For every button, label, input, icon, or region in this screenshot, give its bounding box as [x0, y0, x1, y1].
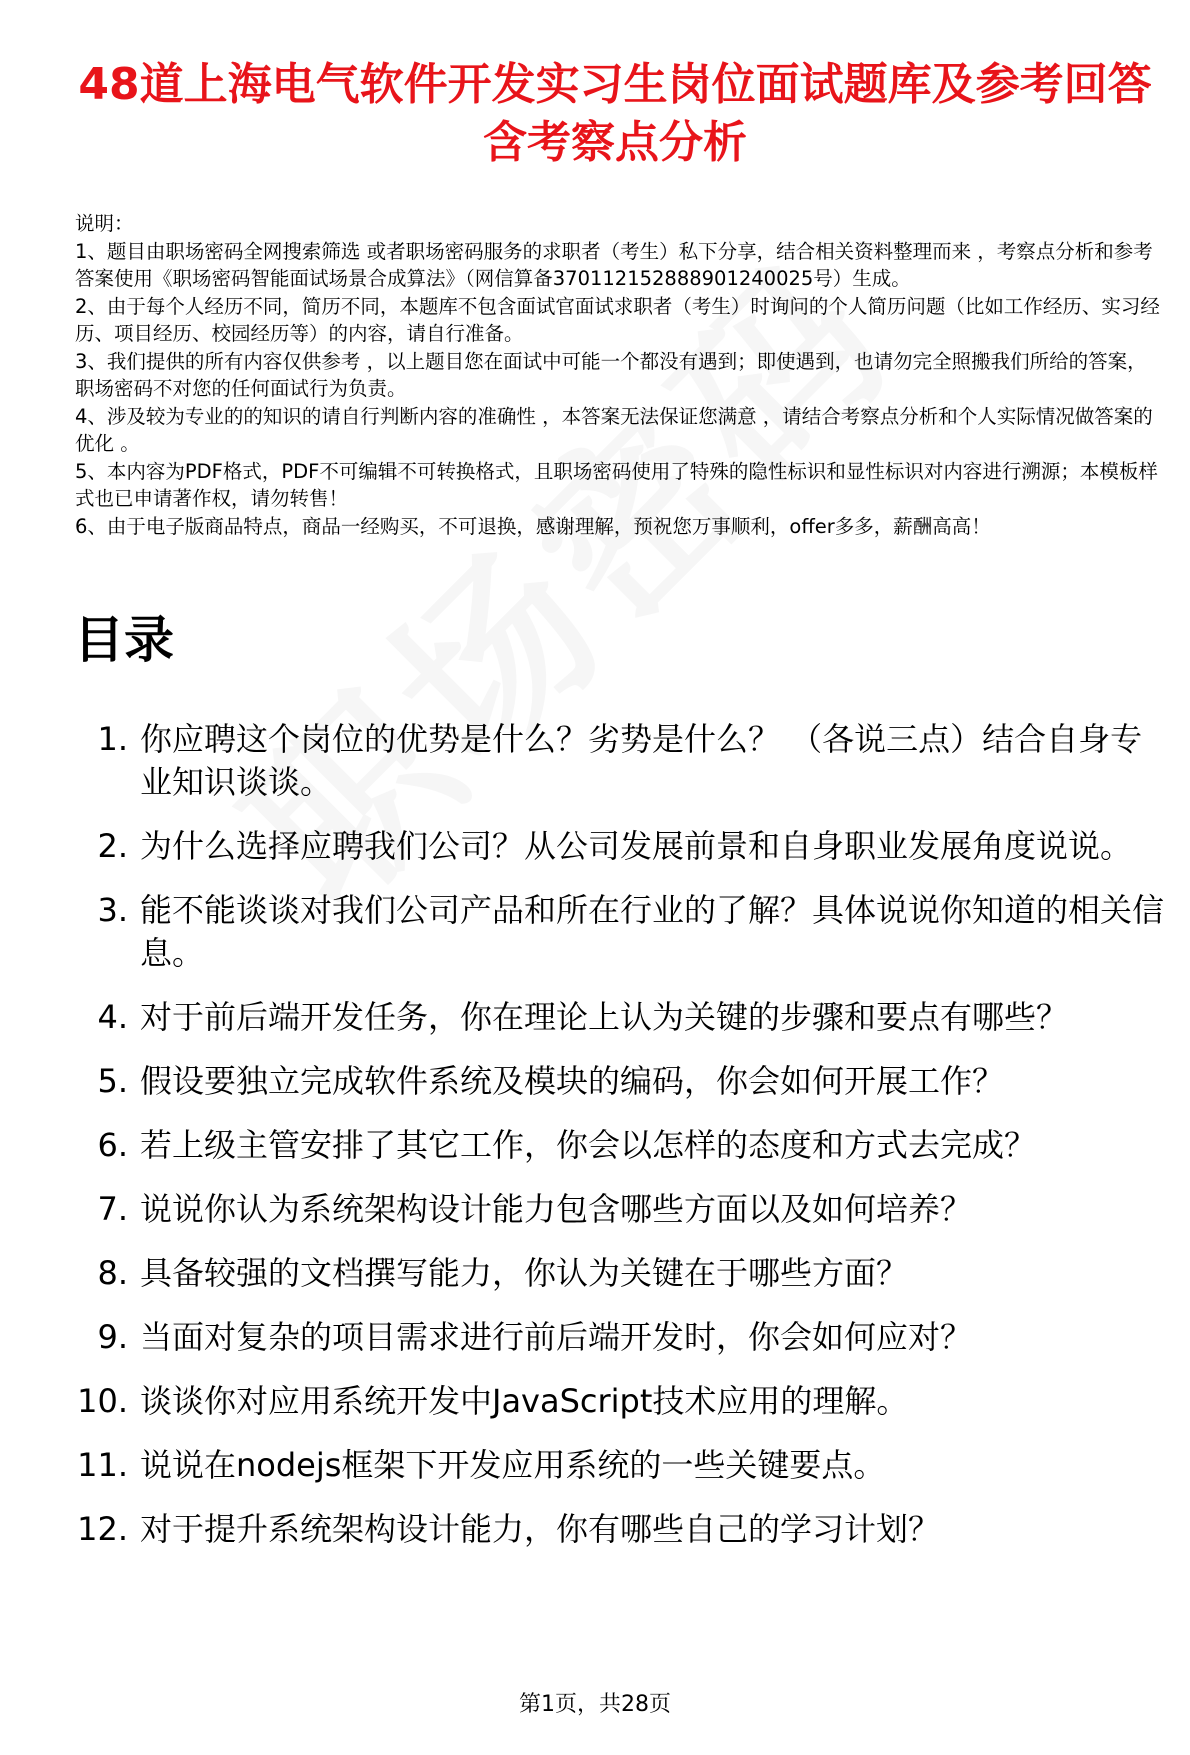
- note-item: 1、题目由职场密码全网搜索筛选 或者职场密码服务的求职者（考生）私下分享，结合相关资料整理而来 ，考察点分析和参考答案使用《职场密码智能面试场景合成算法》（网信算备370112152888901240025号）生成。: [75, 239, 1153, 290]
- note-item: 3、我们提供的所有内容仅供参考 ，以上题目您在面试中可能一个都没有遇到；即使遇到，也请勿完全照搬我们所给的答案，职场密码不对您的任何面试行为负责。: [75, 349, 1147, 400]
- document-title: 48道上海电气软件开发实习生岗位面试题库及参考回答含考察点分析: [78, 59, 1152, 168]
- note-item: 6、由于电子版商品特点，商品一经购买，不可退换，感谢理解，预祝您万事顺利，offer多多，薪酬高高！: [75, 514, 991, 538]
- toc-item-number: 3.: [97, 891, 128, 929]
- toc-item-number: 8.: [97, 1254, 128, 1292]
- toc-item: [60, 889, 1170, 975]
- toc-item-number: 9.: [97, 1318, 128, 1356]
- toc-item-number: 2.: [97, 827, 128, 865]
- toc-item: [60, 718, 1170, 804]
- page-footer: 第1页，共28页: [519, 1692, 671, 1717]
- toc-item: [60, 1124, 1170, 1167]
- toc-heading: 目录: [74, 611, 174, 669]
- toc-item-number: 6.: [97, 1126, 128, 1164]
- toc-item-text: 说说在nodejs框架下开发应用系统的一些关键要点。: [140, 1446, 886, 1484]
- notes-section: [75, 210, 1165, 540]
- toc-item-text: 若上级主管安排了其它工作，你会以怎样的态度和方式去完成？: [140, 1126, 1037, 1164]
- toc-item: [60, 1252, 1170, 1295]
- toc-item-text: 说说你认为系统架构设计能力包含哪些方面以及如何培养？: [140, 1190, 973, 1228]
- toc-item: [60, 1380, 1170, 1423]
- toc-item: [60, 996, 1170, 1039]
- toc-item: [60, 1060, 1170, 1103]
- note-item: 4、涉及较为专业的的知识的请自行判断内容的准确性 ，本答案无法保证您满意 ，请结合考察点分析和个人实际情况做答案的优化 。: [75, 404, 1153, 455]
- toc-list: [60, 718, 1170, 1572]
- toc-item-text: 能不能谈谈对我们公司产品和所在行业的了解？具体说说你知道的相关信息。: [140, 891, 1165, 972]
- toc-item-text: 假设要独立完成软件系统及模块的编码，你会如何开展工作？: [140, 1062, 1005, 1100]
- toc-item-number: 5.: [97, 1062, 128, 1100]
- toc-item-text: 谈谈你对应用系统开发中JavaScript技术应用的理解。: [140, 1382, 909, 1420]
- toc-item: [60, 1316, 1170, 1359]
- toc-item: [60, 1508, 1170, 1551]
- toc-item-text: 对于提升系统架构设计能力，你有哪些自己的学习计划？: [140, 1510, 941, 1548]
- toc-item: [60, 1188, 1170, 1231]
- toc-item-text: 为什么选择应聘我们公司？从公司发展前景和自身职业发展角度说说。: [140, 827, 1133, 865]
- toc-item-text: 具备较强的文档撰写能力，你认为关键在于哪些方面？: [140, 1254, 909, 1292]
- toc-item-number: 11.: [77, 1446, 128, 1484]
- toc-item-number: 7.: [97, 1190, 128, 1228]
- note-item: 2、由于每个人经历不同，简历不同，本题库不包含面试官面试求职者（考生）时询问的个人简历问题（比如工作经历、实习经历、项目经历、校园经历等）的内容，请自行准备。: [75, 294, 1160, 345]
- toc-item-number: 12.: [77, 1510, 128, 1548]
- notes-label: 说明：: [75, 212, 134, 235]
- toc-item-number: 1.: [97, 720, 128, 758]
- toc-item-number: 10.: [77, 1382, 128, 1420]
- toc-item-number: 4.: [97, 998, 128, 1036]
- toc-item: [60, 1444, 1170, 1487]
- toc-item-text: 你应聘这个岗位的优势是什么？劣势是什么？ （各说三点）结合自身专业知识谈谈。: [140, 720, 1143, 801]
- note-item: 5、本内容为PDF格式，PDF不可编辑不可转换格式，且职场密码使用了特殊的隐性标识和显性标识对内容进行溯源；本模板样式也已申请著作权，请勿转售！: [75, 459, 1158, 510]
- toc-item-text: 对于前后端开发任务，你在理论上认为关键的步骤和要点有哪些？: [140, 998, 1069, 1036]
- toc-item-text: 当面对复杂的项目需求进行前后端开发时，你会如何应对？: [140, 1318, 973, 1356]
- toc-item: [60, 825, 1170, 868]
